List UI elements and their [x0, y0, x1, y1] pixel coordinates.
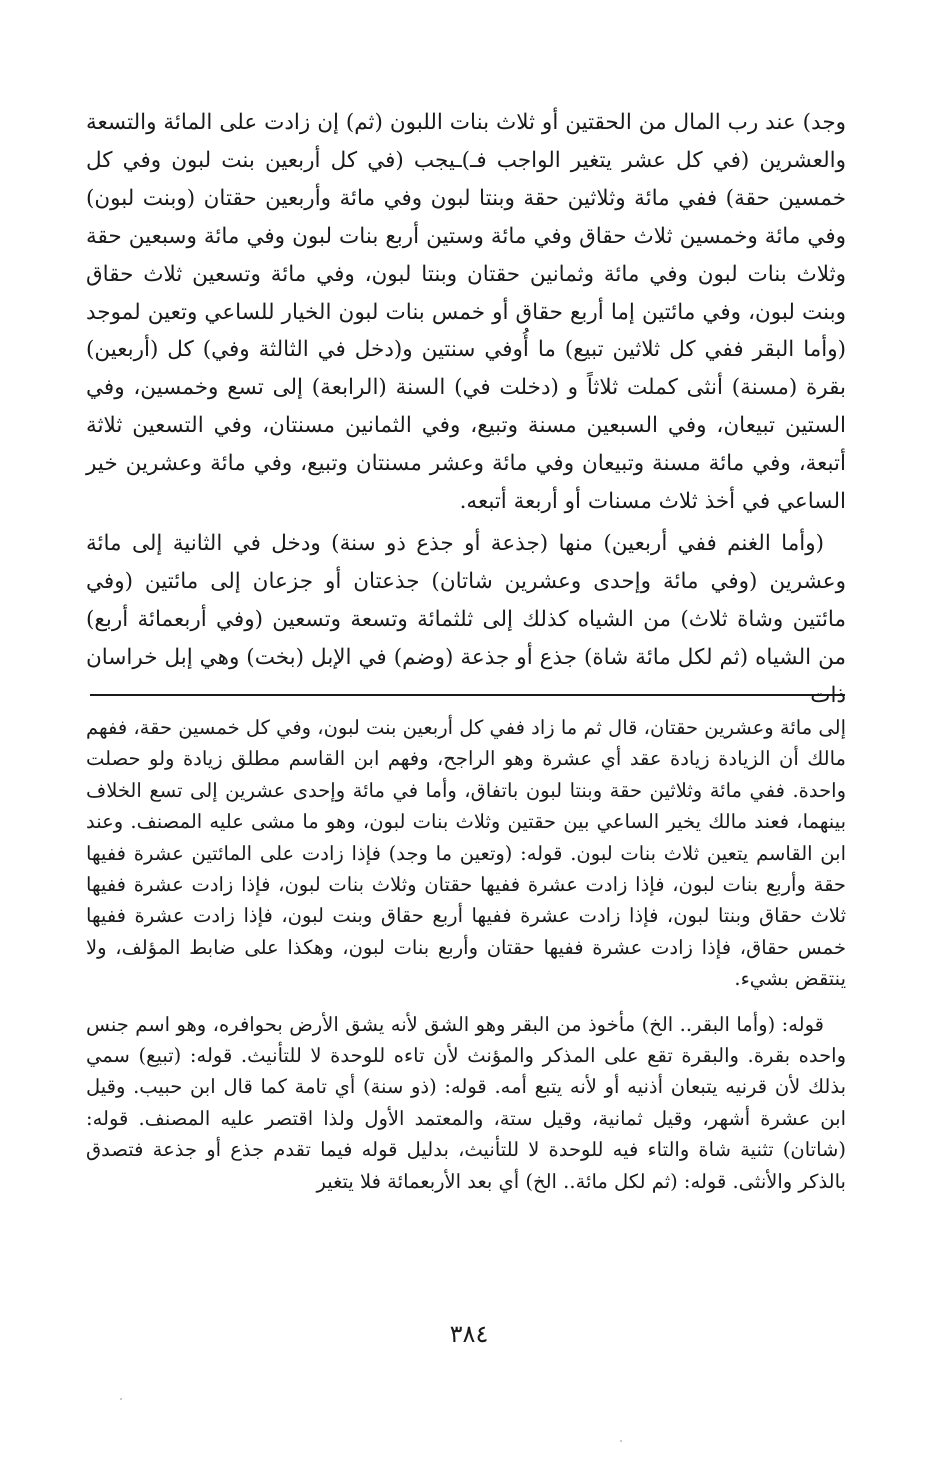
footnote-divider	[90, 694, 845, 696]
main-paragraph-1: وجد) عند رب المال من الحقتين أو ثلاث بنات اللبون (ثم) إن زادت على المائة والتسعة والعشرين (في كل عشر يتغير الواجب فـ)ـيجب (في كل أربعين بنت لبون وفي كل خمسين حقة) ففي مائة وثلاثين حقة وبنتا لبون وفي مائة وأربعين حقتان (وبنت لبون) وفي مائة وخمسين ثلاث حقاق وفي مائة وستين أربع بنات لبون وفي مائة وسبعين حقة وثلاث بنات لبون وفي مائة وثمانين حقتان وبنتا لبون، وفي مائة وتسعين ثلاث حقاق وبنت لبون، وفي مائتين إما أربع حقاق أو خمس بنات لبون الخيار للساعي وتعين لموجد (وأما البقر ففي كل ثلاثين تبيع) ما أُوفي سنتين و(دخل في الثالثة وفي) كل (أربعين) بقرة (مسنة) أنثى كملت ثلاثاً و (دخلت في) السنة (الرابعة) إلى تسع وخمسين، وفي الستين تبيعان، وفي السبعين مسنة وتبيع، وفي الثمانين مسنتان، وفي التسعين ثلاثة أتبعة، وفي مائة مسنة وتبيعان وفي مائة وعشر مسنتان وتبيع، وفي مائة وعشرين خير الساعي في أخذ ثلاث مسنات أو أربعة أتبعه.	[86, 110, 846, 515]
main-paragraph-2: (وأما الغنم ففي أربعين) منها (جذعة أو جذع ذو سنة) ودخل في الثانية إلى مائة وعشرين (وفي مائة وإحدى وعشرين شاتان) جذعتان أو جزعان إلى مائتين (وفي مائتين وشاة ثلاث) من الشياه كذلك إلى ثلثمائة وتسعة وتسعين (وفي أربعمائة أربع) من الشياه (ثم لكل مائة شاة) جذع أو جذعة (وضم) في الإبل (بخت) وهي إبل خراسان ذات	[86, 530, 846, 708]
footnotes-block	[86, 712, 846, 1197]
scan-speck	[120, 1398, 122, 1400]
scan-speck	[620, 1440, 622, 1442]
footnote-paragraph-1: إلى مائة وعشرين حقتان، قال ثم ما زاد ففي كل أربعين بنت لبون، وفي كل خمسين حقة، ففهم مالك أن الزيادة زيادة عقد أي عشرة وهو الراجح، وفهم ابن القاسم مطلق زيادة ولو حصلت واحدة. ففي مائة وثلاثين حقة وبنتا لبون باتفاق، وأما في مائة وإحدى عشرين إلى تسع الخلاف بينهما، فعند مالك يخير الساعي بين حقتين وثلاث بنات لبون، وهو ما مشى عليه المصنف. وعند ابن القاسم يتعين ثلاث بنات لبون. قوله: (وتعين ما وجد) فإذا زادت على المائتين عشرة ففيها حقة وأربع بنات لبون، فإذا زادت عشرة ففيها حقتان وثلاث بنات لبون، فإذا زادت عشرة ففيها ثلاث حقاق وبنتا لبون، فإذا زادت عشرة ففيها أربع حقاق وبنت لبون، فإذا زادت عشرة ففيها خمس حقاق، فإذا زادت عشرة ففيها حقتان وأربع بنات لبون، وهكذا على ضابط المؤلف، ولا ينتقض بشيء.	[85, 716, 846, 991]
page-number: ٣٨٤	[449, 1320, 489, 1348]
footnote-paragraph-2: قوله: (وأما البقر.. الخ) مأخوذ من البقر وهو الشق لأنه يشق الأرض بحوافره، وهو اسم جنس واحده بقرة. والبقرة تقع على المذكر والمؤنث لأن تاءه للوحدة لا للتأنيث. قوله: (تبيع) سمي بذلك لأن قرنيه يتبعان أذنيه أو لأنه يتبع أمه. قوله: (ذو سنة) أي تامة كما قال ابن حبيب. وقيل ابن عشرة أشهر، وقيل ثمانية، وقيل ستة، والمعتمد الأول ولذا اقتصر عليه المصنف. قوله: (شاتان) تثنية شاة والتاء فيه للوحدة لا للتأنيث، بدليل قوله فيما تقدم جذع أو جذعة فتصدق بالذكر والأنثى. قوله: (ثم لكل مائة.. الخ) أي بعد الأربعمائة فلا يتغير	[86, 1012, 846, 1193]
main-text-block	[86, 104, 846, 715]
